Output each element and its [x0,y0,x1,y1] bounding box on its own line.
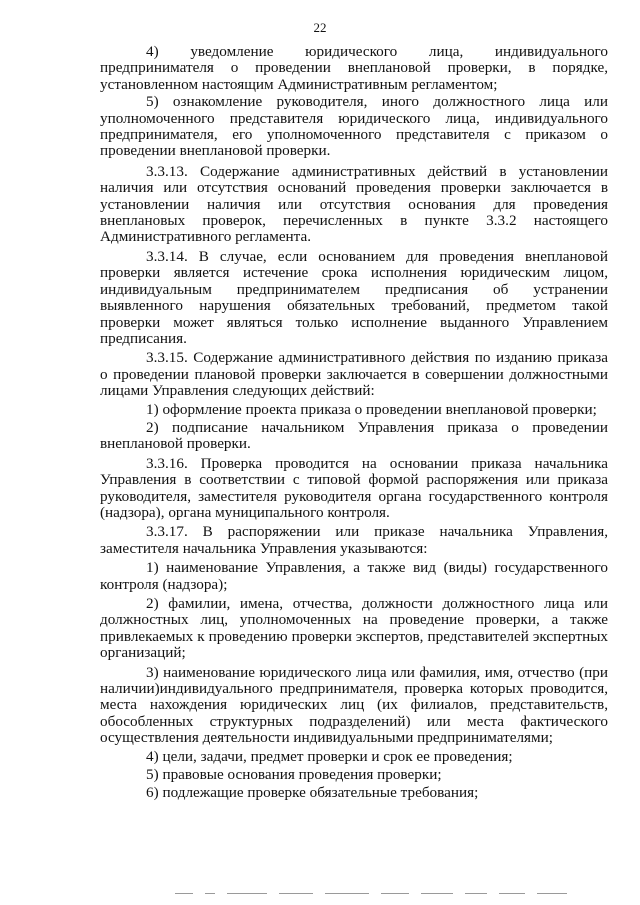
footer-dash [227,893,267,894]
paragraph-acquaintance: 5) ознакомление руководителя, иного должностного лица или уполномоченного представителя юридического лица, индивидуального предпринимателя, его уполномоченного представителя с приказом о проведении внеплановой проверки. [100,93,608,160]
footer-dash [465,893,487,894]
page-number: 22 [313,20,327,35]
list-item-entity-name: 3) наименование юридического лица или фамилия, имя, отчество (при наличии)индивидуального предпринимателя, проверка которых проводится, места нахождения юридических лиц (их филиалов, представительств, обособленных структурных подразделений) или места фактического осуществления деятельности индивидуальными предпринимателями; [100,663,608,747]
list-item-draft-order: 1) оформление проекта приказа о проведении внеплановой проверки; [146,400,597,418]
list-item-requirements: 6) подлежащие проверке обязательные требования; [146,784,479,802]
paragraph-3-3-13: 3.3.13. Содержание административных действий в установлении наличия или отсутствия оснований проведения проверки заключается в установлении наличия или отсутствия основания для проведения внеплановых проверок, перечисленных в пункте 3.3.2 настоящего Административного регламента. [100,162,608,246]
document-body [100,44,608,802]
list-item-department-name: 1) наименование Управления, а также вид (виды) государственного контроля (надзора); [100,559,608,593]
footer-rule [175,893,610,895]
footer-dash [325,893,369,894]
paragraph-3-3-16: 3.3.16. Проверка проводится на основании приказа начальника Управления в соответствии с типовой формой распоряжения или приказа руководителя, заместителя руководителя органа государственного контроля (надзора), органа муниципального контроля. [100,454,608,521]
list-item-legal-basis: 5) правовые основания проведения проверки; [146,766,442,784]
footer-dash [499,893,525,894]
footer-dash [381,893,409,894]
footer-dash [537,893,567,894]
list-item-sign-order: 2) подписание начальником Управления приказа о проведении внеплановой проверки. [100,418,608,453]
list-item-goals: 4) цели, задачи, предмет проверки и срок ее проведения; [146,747,513,765]
paragraph-3-3-17: 3.3.17. В распоряжении или приказе начальника Управления, заместителя начальника Управления указываются: [100,523,608,557]
footer-dash [205,893,215,894]
paragraph-3-3-15: 3.3.15. Содержание административного действия по изданию приказа о проведении плановой проверки заключается в совершении должностными лицами Управления следующих действий: [100,349,608,400]
paragraph-3-3-14: 3.3.14. В случае, если основанием для проведения внеплановой проверки является истечение срока исполнения юридическим лицом, индивидуальным предпринимателем предписания об устранении выявленного нарушения обязательных требований, предметом такой проверки может являться только исполнение выданного Управлением предписания. [100,247,608,347]
paragraph-notification: 4) уведомление юридического лица, индивидуального предпринимателя о проведении внеплановой проверки, в порядке, установленном настоящим Административным регламентом; [100,43,608,93]
footer-dash [421,893,453,894]
list-item-inspectors: 2) фамилии, имена, отчества, должности должностного лица или должностных лиц, уполномоченных на проведение проверки, а также привлекаемых к проведению проверки экспертов, представителей экспертных организаций; [100,595,608,662]
footer-dash [175,893,193,894]
footer-dash [279,893,313,894]
